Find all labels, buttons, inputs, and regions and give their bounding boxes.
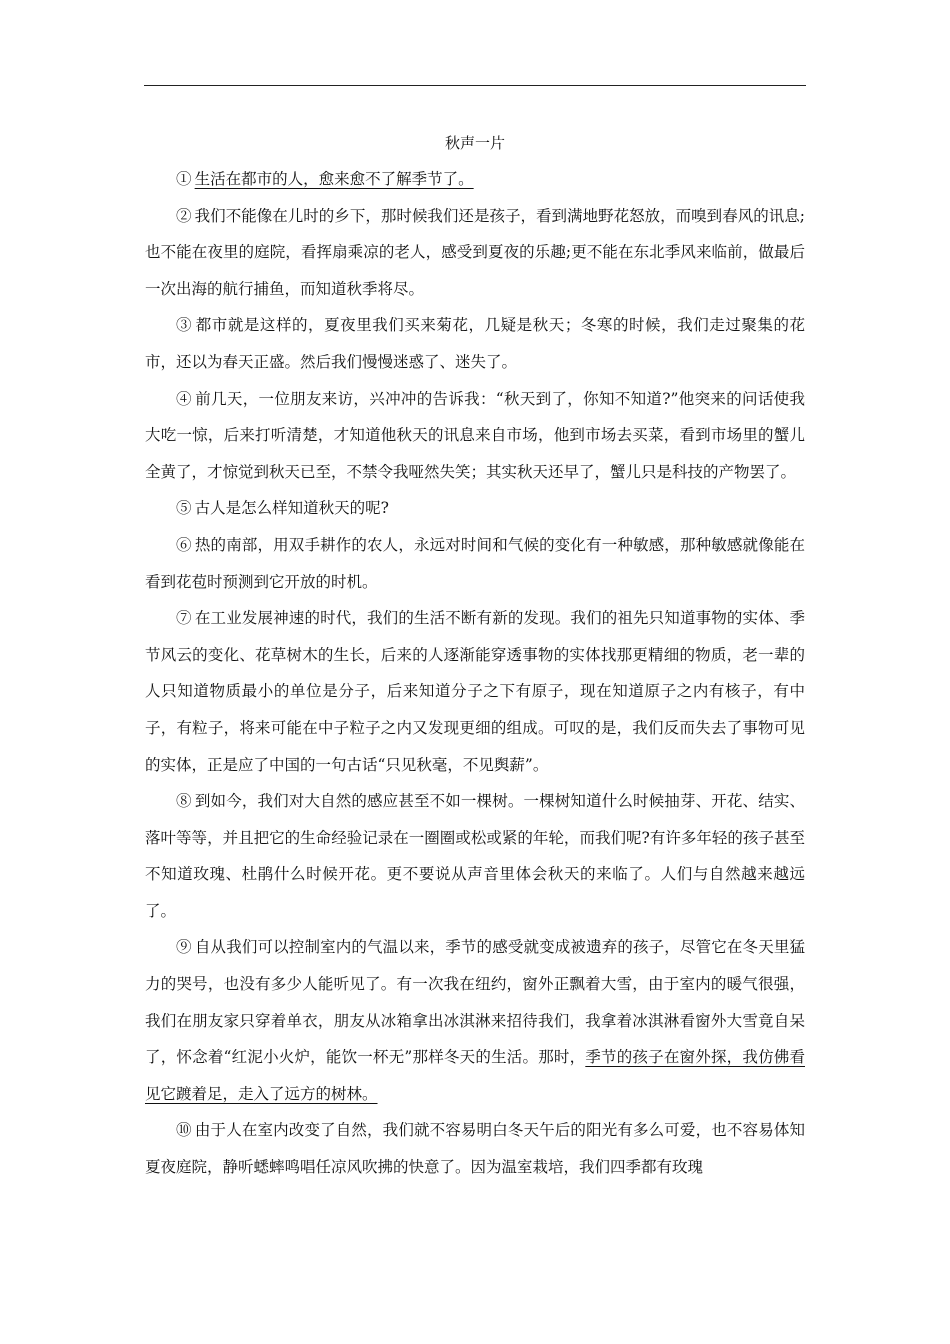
paragraph-number: ⑩	[176, 1121, 192, 1140]
paragraph-number: ⑨	[176, 938, 192, 957]
paragraph	[145, 381, 805, 491]
paragraph-text: 在工业发展神速的时代，我们的生活不断有新的发现。我们的祖先只知道事物的实体、季节风云的变化、花草树木的生长，后来的人逐渐能穿透事物的实体找那更精细的物质，老一辈的人只知道物质最小的单位是分子，后来知道分子之下有原子，现在知道原子之内有核子，有中子，有粒子，将来可能在中子粒子之内又发现更细的组成。可叹的是，我们反而失去了事物可见的实体，正是应了中国的一句古话“只见秋毫，不见舆薪”。	[145, 609, 805, 774]
paragraph-text: 我们不能像在儿时的乡下，那时候我们还是孩子，看到满地野花怒放，而嗅到春风的讯息;也不能在夜里的庭院，看挥扇乘凉的老人，感受到夏夜的乐趣;更不能在东北季风来临前，做最后一次出海的航行捕鱼，而知道秋季将尽。	[145, 206, 805, 298]
header-rule	[144, 85, 806, 86]
paragraph-number: ⑤	[176, 499, 192, 518]
paragraph	[145, 929, 805, 1112]
article	[145, 126, 805, 1186]
paragraph-text: 到如今，我们对大自然的感应甚至不如一棵树。一棵树知道什么时候抽芽、开花、结实、落叶等等，并且把它的生命经验记录在一圈圈或松或紧的年轮，而我们呢?有许多年轻的孩子甚至不知道玫瑰、杜鹃什么时候开花。更不要说从声音里体会秋天的来临了。人们与自然越来越远了。	[145, 792, 805, 920]
article-title: 秋声一片	[444, 134, 505, 152]
paragraph-number: ⑥	[176, 535, 192, 554]
paragraph-text: 都市就是这样的，夏夜里我们买来菊花，几疑是秋天；冬寒的时候，我们走过聚集的花市，还以为春天正盛。然后我们慢慢迷惑了、迷失了。	[145, 316, 805, 371]
paragraph-number: ②	[176, 206, 192, 225]
paragraph	[145, 307, 805, 380]
underlined-sentence: 生活在都市的人，愈来愈不了解季节了。	[194, 170, 474, 188]
paragraph-number: ⑦	[176, 609, 192, 628]
paragraph	[145, 600, 805, 783]
paragraph	[145, 198, 805, 308]
paragraph-number: ⑧	[176, 792, 192, 811]
paragraph-text: 前几天，一位朋友来访，兴冲冲的告诉我：“秋天到了，你知不知道?”他突来的问话使我大吃一惊，后来打听清楚，才知道他秋天的讯息来自市场，他到市场去买菜，看到市场里的蟹儿全黄了，才惊觉到秋天已至，不禁令我哑然失笑；其实秋天还早了，蟹儿只是科技的产物罢了。	[145, 389, 805, 481]
paragraph-text: 古人是怎么样知道秋天的呢?	[194, 499, 389, 518]
paragraph	[145, 1112, 805, 1185]
paragraph-text: 由于人在室内改变了自然，我们就不容易明白冬天午后的阳光有多么可爱，也不容易体知夏夜庭院，静听蟋蟀鸣唱任凉风吹拂的快意了。因为温室栽培，我们四季都有玫瑰	[145, 1121, 805, 1177]
paragraph-text: 热的南部，用双手耕作的农人，永远对时间和气候的变化有一种敏感，那种敏感就像能在看到花苞时预测到它开放的时机。	[145, 535, 805, 591]
paragraph	[145, 783, 805, 929]
paragraph-list	[145, 161, 805, 1186]
underlined-sentence: 季节的孩子在窗外探，我仿佛看见它踱着足，走入了远方的树林。	[145, 1048, 805, 1103]
paragraph-number: ③	[176, 316, 193, 335]
paragraph-text: 自从我们可以控制室内的气温以来，季节的感受就变成被遗弃的孩子，尽管它在冬天里猛力的哭号，也没有多少人能听见了。有一次我在纽约，窗外正飘着大雪，由于室内的暖气很强，我们在朋友家只穿着单衣，朋友从冰箱拿出冰淇淋来招待我们，我拿着冰淇淋看窗外大雪竟自呆了，怀念着“红泥小火炉，能饮一杯无”那样冬天的生活。那时，	[145, 938, 805, 1067]
paragraph	[145, 490, 805, 527]
paragraph	[145, 161, 805, 198]
paragraph-number: ④	[176, 389, 192, 408]
paragraph	[145, 527, 805, 600]
paragraph-number: ①	[176, 170, 192, 188]
